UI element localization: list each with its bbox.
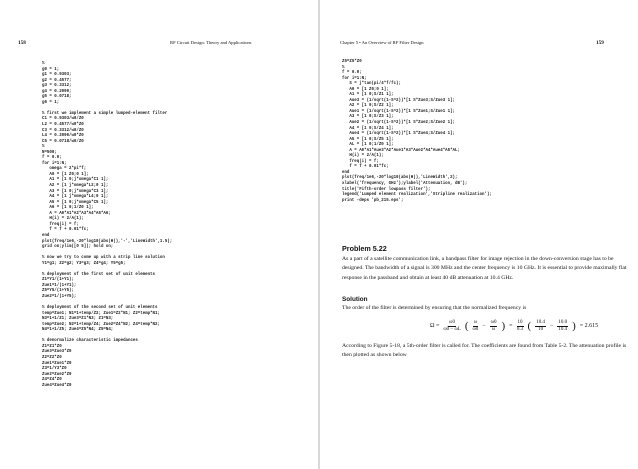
- code-line: C5 = 0.0718/w0/Z0: [42, 139, 84, 144]
- matlab-code-listing: [342, 60, 492, 204]
- code-line: N3=1+1/Z1; Zue3=Z1*N3; Z1=N3;: [42, 317, 114, 322]
- code-line: Aue1 = (1/sqrt(1-S^2))*[1 S*Zue1;S/Zue1 1];: [342, 109, 456, 114]
- right-paren: ): [501, 319, 506, 332]
- code-line: plot(freq/1e6,-20*log10(abs(H)),'-','LineWidth',1.5);: [42, 239, 173, 244]
- code-line: f = f + 0.01*fc;: [42, 228, 89, 233]
- page-number: 158: [18, 40, 26, 46]
- fraction: [557, 320, 568, 333]
- code-line: grid on;ylim([0 5]); hold on;: [42, 245, 114, 250]
- code-line: freq(i) = f;: [342, 159, 379, 164]
- numerator: ω: [473, 319, 478, 325]
- code-line: temp=Zue2; N2=1+temp/Z4; Zue2=Z4*N2; Z4=temp*N2;: [42, 322, 160, 327]
- code-line: A2 = [1 j*omega*L2;0 1];: [42, 184, 109, 189]
- code-line: L2 = 0.4577/w0*Z0: [42, 123, 84, 128]
- fraction: [535, 320, 546, 333]
- code-line: %: [42, 62, 45, 66]
- code-line: Y1=g1; Z2=g2; Y3=g3; Z4=g4; Y5=g5;: [42, 261, 126, 266]
- left-paren: (: [464, 319, 469, 332]
- code-line: A3 = [1 0;S/Z3 1];: [342, 115, 394, 120]
- denominator: ω0 − ωL: [443, 326, 461, 332]
- matlab-code-listing: [42, 62, 172, 389]
- code-line: Z1=Y1/(1+Y1);: [42, 278, 74, 283]
- code-line: A0 = [1 Z0;0 1];: [42, 172, 89, 177]
- code-line: % first we implement a simple lumped-element filter: [42, 111, 168, 116]
- code-line: f = 0.0;: [42, 156, 62, 161]
- code-line: plot(freq/1e6,-20*log10(abs(H)),'LineWidth',2);: [342, 176, 458, 181]
- code-line: Zue2=1/(1+Y5);: [42, 294, 77, 299]
- code-line: % deployment of the second set of unit elements: [42, 306, 158, 311]
- code-line: Z2=Z2*Z0: [42, 355, 62, 360]
- code-line: f = f + 0.01*fc;: [342, 165, 389, 170]
- code-line: A1 = [1 0;S/Z1 1];: [342, 93, 394, 98]
- problem-heading: Problem 5.22: [342, 244, 387, 253]
- solution-intro: The order of the filter is determined by ensuring that the normalized frequency is: [342, 305, 527, 311]
- code-line: Z5=Y5/(1+Y5);: [42, 289, 74, 294]
- code-line: g5 = 0.0718;: [42, 95, 72, 100]
- code-line: for i=1:N;: [42, 161, 67, 166]
- code-line: A2 = [1 0;S/Z2 1];: [342, 104, 394, 109]
- code-line: omega = 2*pi*f;: [42, 167, 87, 172]
- code-line: Zue4=Zue4*Z0: [42, 383, 72, 388]
- code-line: g4 = 0.2090;: [42, 89, 72, 94]
- code-line: end: [42, 233, 50, 238]
- code-line: for i=1:N;: [342, 76, 367, 81]
- code-line: Z3=1/Y3*Z0: [42, 367, 67, 372]
- equals-sign: =: [509, 323, 513, 329]
- code-line: A4 = [1 0;S/Z4 1];: [342, 126, 394, 131]
- minus-sign: −: [482, 323, 486, 329]
- fraction: [517, 320, 524, 333]
- running-head: RF Circuit Design: Theory and Applications: [170, 40, 252, 45]
- code-line: C1 = 0.9303/w0/Z0: [42, 117, 84, 122]
- fraction: [490, 320, 498, 333]
- code-line: A4 = [1 j*omega*L4;0 1];: [42, 195, 109, 200]
- code-line: print -deps 'pb_215.eps';: [342, 198, 404, 203]
- code-line: f = 0.0;: [342, 71, 362, 76]
- code-line: A = A0*A1*A2*A3*A4*A5*A6;: [42, 211, 111, 216]
- right-paren: ): [572, 319, 576, 332]
- fraction: [443, 320, 460, 333]
- equation-result: = 2.615: [579, 323, 599, 329]
- right-page: [320, 0, 638, 469]
- code-line: N4=1+1/Z5; Zue4=Z5*N4; Z5=N4;: [42, 328, 114, 333]
- denominator: 0.3: [516, 326, 524, 332]
- denominator: 10: [538, 326, 544, 332]
- code-line: temp=Zue1; N1=1+temp/Z2; Zue1=Z2*N1; Z2=temp*N1;: [42, 311, 160, 316]
- code-line: A = A0*A1*Aue3*A2*Aue1*A3*Aue2*A4*Aue4*A5*AL;: [342, 148, 460, 153]
- code-line: A5 = [1 0;j*omega*C5 1];: [42, 200, 109, 205]
- numerator: ω0: [449, 319, 455, 325]
- code-line: freq(i) = f;: [42, 222, 79, 227]
- code-line: H(i) = 2/A(1);: [342, 154, 384, 159]
- code-line: H(i) = 2/A(1);: [42, 217, 84, 222]
- code-line: % deployment of the first set of unit elements: [42, 272, 156, 277]
- page-number: 159: [596, 40, 604, 46]
- equation-lhs: Ω =: [430, 323, 440, 329]
- code-line: Zue1=1/(1+Y1);: [42, 283, 77, 288]
- code-line: legend('Lumped element realization','Stripline realization');: [342, 193, 492, 198]
- left-page: [0, 0, 318, 469]
- code-line: Aue3 = (1/sqrt(1-S^2))*[1 S*Zue3;S/Zue3 1];: [342, 98, 456, 103]
- code-line: A5 = [1 0;S/Z5 1];: [342, 137, 394, 142]
- code-line: %: [42, 145, 45, 150]
- code-line: S = j*tan(pi/4*f/fc);: [342, 82, 401, 87]
- code-line: end: [342, 170, 350, 175]
- code-line: Aue4 = (1/sqrt(1-S^2))*[1 S*Zue4;S/Zue4 1];: [342, 132, 456, 137]
- solution-heading: Solution: [342, 296, 368, 303]
- problem-text: As a part of a satellite communication link, a bandpass filter for image rejection in the down-conversion stage has to be designed. The bandwidth of a signal is 300 MHz and the center frequency is 10 GHz. It is essential to provide maximally flat response in the passband and obtain at least 40 dB attenuation at 10.4 GHz.: [342, 256, 627, 281]
- numerator: 10.4: [536, 319, 545, 325]
- code-line: Aue2 = (1/sqrt(1-S^2))*[1 S*Zue2;S/Zue2 1];: [342, 121, 456, 126]
- code-line: Z1=Z1*Z0: [42, 344, 62, 349]
- numerator: 10: [517, 319, 523, 325]
- code-line: % now we try to come up with a strip line solution: [42, 256, 165, 261]
- denominator: ω0: [472, 326, 479, 332]
- normalized-frequency-equation: [430, 316, 598, 336]
- code-line: L4 = 0.2090/w0*Z0: [42, 134, 84, 139]
- code-line: g6 = 1;: [42, 100, 60, 105]
- code-line: Zue3=Zue3*Z0: [42, 350, 72, 355]
- code-line: g1 = 0.9303;: [42, 73, 72, 78]
- denominator: 10.4: [558, 326, 568, 332]
- minus-sign: −: [549, 323, 554, 329]
- code-line: g2 = 0.4577;: [42, 78, 72, 83]
- code-line: AL = [1 0;1/Z0 1];: [342, 143, 394, 148]
- code-line: C3 = 0.3312/w0/Z0: [42, 128, 84, 133]
- code-line: A0 = [1 Z0;0 1];: [342, 87, 389, 92]
- code-line: Z4=Z4*Z0: [42, 378, 62, 383]
- denominator: ω: [491, 326, 496, 332]
- numerator: 10.0: [558, 319, 568, 325]
- fraction: [472, 320, 478, 333]
- left-paren: (: [527, 319, 532, 332]
- code-line: Zue2=Zue2*Z0: [42, 372, 72, 377]
- code-line: g3 = 0.3312;: [42, 84, 72, 89]
- code-line: g0 = 1;: [42, 67, 60, 72]
- code-line: N=500;: [42, 150, 57, 155]
- code-line: Zue1=Zue1*Z0: [42, 361, 72, 366]
- code-line: Z5=Z5*Z0: [342, 60, 362, 64]
- solution-conclusion: According to Figure 5-18, a 5th-order filter is called for. The coefficients are found from Table 5-2. The attenuation profile is then plotted as shown below: [342, 343, 627, 359]
- code-line: A1 = [1 0;j*omega*C1 1];: [42, 178, 109, 183]
- running-head: Chapter 5 • An Overview of RF Filter Design: [340, 40, 424, 45]
- code-line: title('Fifth-order lowpass filter');: [342, 187, 431, 192]
- numerator: ω0: [490, 319, 497, 325]
- code-line: A3 = [1 0;j*omega*C3 1];: [42, 189, 109, 194]
- code-line: %: [342, 65, 345, 70]
- code-line: A6 = [1 0;1/Z0 1];: [42, 206, 94, 211]
- code-line: % denormalize characteristic impedances: [42, 339, 138, 344]
- code-line: xlabel('frequency, GHz');ylabel('Attenuation, dB');: [342, 182, 468, 187]
